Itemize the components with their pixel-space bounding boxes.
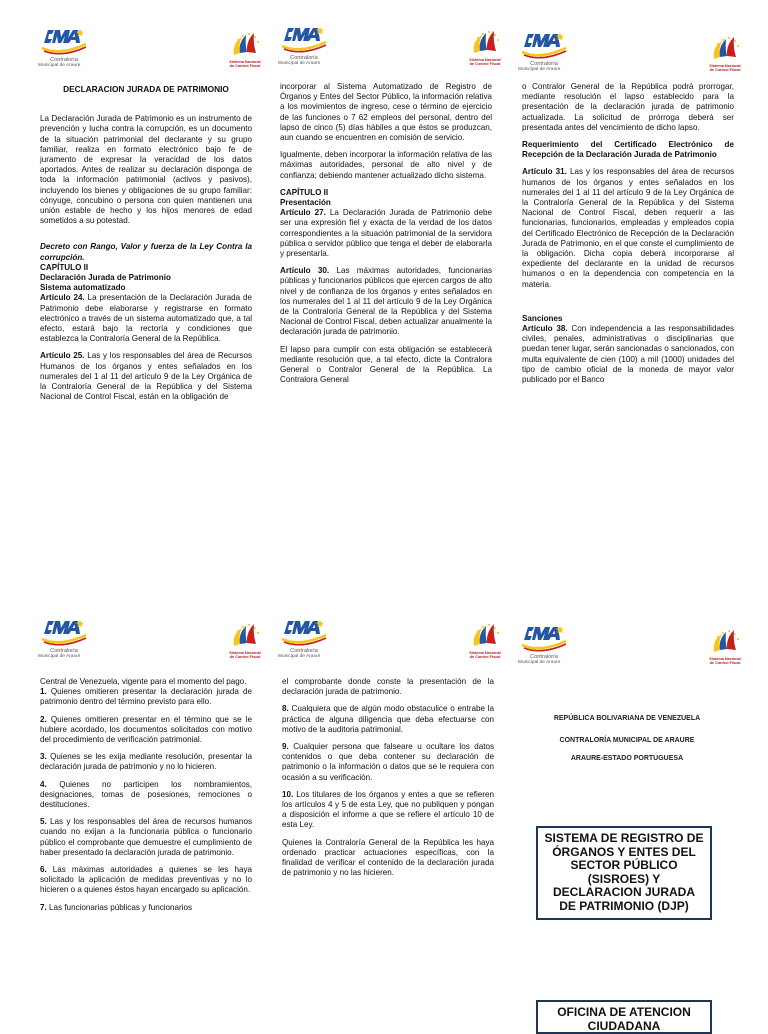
snc-logo: [468, 619, 502, 665]
cma-logo-icon: [520, 623, 568, 653]
intro-paragraph: La Declaración Jurada de Patrimonio es un instrumento de prevención y lucha contra la corrupción, es un documento de la situación patrimonial del declarante y su grupo familiar, realiza en formato electrónico bajo fe de juramento de expresar la veracidad de los datos aportados. Antes de realizar su declaración disponga de toda la información patrimonial (activos y pasivos), incluyendo los bienes y obligaciones de su grupo familiar: cónyuge, concubino o persona con quien mantienen una unión estable de hecho y los hijos menores de edad sometidos a su potestad.: [40, 114, 252, 226]
list-number: 1.: [40, 687, 47, 697]
paragraph: Igualmente, deben incorporar la información relativa de las máximas autoridades, personal de alto nivel y de confianza; debiendo mantener actualizado dicho sistema.: [280, 150, 492, 180]
cma-name: Contraloría: [290, 648, 318, 654]
cover-title-box: SISTEMA DE REGISTRO DE ÓRGANOS Y ENTES DEL SECTOR PÚBLICO (SISROES) Y DECLARACION JURADA DE PATRIMONIO (DJP): [536, 826, 712, 920]
list-number: 6.: [40, 865, 47, 875]
list-number: 2.: [40, 714, 47, 724]
list-item: [40, 780, 252, 811]
snc-line2: de Control Fiscal: [469, 62, 501, 67]
cma-name: Contraloría: [530, 654, 558, 660]
cma-logo-icon: [280, 24, 328, 54]
paragraph: Quienes la Contraloría General de la República les haya ordenado practicar actuaciones específicas, con la finalidad de verificar el contenido de la declaración jurada de patrimonio y no las hicieren.: [282, 837, 494, 878]
article-31: [522, 167, 734, 289]
cma-name: Contraloría: [50, 57, 78, 63]
snc-logo: [228, 619, 262, 665]
cma-logo: [280, 617, 360, 667]
snc-tricolor-logo-icon: [468, 26, 502, 58]
cma-sub: Municipal de Araure: [518, 660, 561, 666]
paragraph: o Contralor General de la República podrá prorrogar, mediante resolución el lapso establecido para la presentación de la declaración jurada de patrimonio actualizada. La solicitud de prórroga deberá ser presentada antes del vencimiento de dicho lapso.: [522, 82, 734, 132]
cma-name: Contraloría: [50, 648, 78, 654]
article-30: [280, 266, 492, 337]
cover-office-box: OFICINA DE ATENCION CIUDADANA: [536, 1000, 712, 1034]
article-31-label: Artículo 31.: [522, 167, 567, 177]
list-item: [40, 715, 252, 746]
snc-tricolor-logo-icon: [228, 619, 262, 651]
list-text: Las máximas autoridades a quienes se les haya solicitado la aplicación de medidas preventivas y no lo hicieren o a quienes éstos hayan encargado su aplicación.: [40, 865, 252, 895]
panel-col2: [280, 82, 492, 512]
snc-line1: Sistema Nacional: [469, 651, 501, 655]
list-text: Cualquier persona que falseare u ocultare los datos contenidos o que deba contener su declaración de patrimonio o la información o datos que se le requiera con ocasión a su verificación.: [282, 742, 494, 782]
list-text: Quienes omitieren presentar en el término que se le hubiere acordado, los documentos solicitados con motivo del procedimiento de verificación patrimonial.: [40, 714, 252, 745]
article-27-label: Artículo 27.: [280, 208, 326, 218]
list-text: Quienes no participen los nombramientos, designaciones, tomas de posesiones, remociones o destituciones.: [40, 779, 252, 810]
snc-line1: Sistema Nacional: [469, 58, 501, 62]
snc-line1: Sistema Nacional: [229, 651, 261, 655]
paragraph: El lapso para cumplir con esta obligación se establecerá mediante resolución que, a tal efecto, dicte la Contralora General o Contralor General de la República. La Contralora General: [280, 344, 492, 385]
cover-republic: REPÚBLICA BOLIVARIANA DE VENEZUELA: [553, 715, 701, 722]
page-title: DECLARACION JURADA DE PATRIMONIO: [63, 84, 229, 94]
sanctions-heading: Sanciones: [522, 313, 563, 323]
cma-sub: Municipal de Araure: [278, 654, 321, 660]
cover-contraloria: CONTRALORÍA MUNICIPAL DE ARAURE: [559, 737, 695, 744]
list-text: Las funcionarias públicas y funcionarios: [46, 902, 193, 912]
list-text: Los titulares de los órganos y entes a que se refieren los artículos 4 y 5 de esta Ley, que no publiquen y pongan a disposición el informe a que se refiere el artículo 10 de esta Ley.: [282, 789, 494, 830]
article-27: [280, 208, 492, 259]
cma-logo: [280, 24, 360, 74]
panel-col1: [40, 84, 252, 512]
snc-logo: [708, 625, 742, 671]
list-item: [282, 790, 494, 831]
article-30-label: Artículo 30.: [280, 266, 330, 276]
article-30-text: Las máximas autoridades, funcionarias públicas y funcionarios públicos que ejercen cargos de alto nivel y de confianza de los órganos y entes señalados en los numerales del 1 al 11 del artículo 9 de la Ley Orgánica de la Contraloría General de la República y del Sistema Nacional de Control Fiscal, deben actualizar anualmente la declaración jurada de patrimonio.: [280, 266, 492, 337]
header-bottom-middle: [280, 617, 510, 669]
section-heading: Sistema automatizado: [40, 283, 126, 293]
article-24: [40, 293, 252, 344]
list-text: Las y los responsables del área de recursos humanos cuando no exijan a la funcionaria pública o funcionario público el comprobante que demuestre el cumplimiento de haber presentado la declaración jurada de patrimonio.: [40, 817, 252, 857]
cma-sub: Municipal de Araure: [278, 61, 321, 67]
snc-line2: de Control Fiscal: [709, 661, 741, 666]
section-heading: Presentación: [280, 198, 331, 208]
article-27-text: La Declaración Jurada de Patrimonio debe ser una expresión fiel y exacta de la verdad de los datos correspondientes a la situación patrimonial de la servidora pública o servidor público que tenga el deber de elaborarla y presentarla.: [280, 208, 492, 259]
snc-line1: Sistema Nacional: [709, 64, 741, 68]
panel-col4: [40, 677, 252, 1024]
list-text: Quienes se les exija mediante resolución, presentar la declaración jurada de patrimonio y no lo hicieren.: [40, 752, 252, 772]
snc-line1: Sistema Nacional: [709, 657, 741, 661]
cma-sub: Municipal de Araure: [38, 63, 81, 69]
snc-line2: de Control Fiscal: [709, 68, 741, 73]
chapter-heading: CAPÍTULO II: [280, 187, 329, 197]
list-number: 9.: [282, 742, 289, 752]
snc-tricolor-logo-icon: [228, 28, 262, 60]
list-item: [282, 742, 494, 783]
paragraph: el comprobante donde conste la presentación de la declaración jurada de patrimonio.: [282, 677, 494, 697]
paragraph: Central de Venezuela, vigente para el momento del pago.: [40, 677, 247, 686]
cma-logo: [40, 26, 120, 76]
cma-logo-icon: [520, 30, 568, 60]
snc-tricolor-logo-icon: [708, 32, 742, 64]
snc-line1: Sistema Nacional: [229, 60, 261, 64]
cma-logo: [520, 623, 600, 673]
snc-tricolor-logo-icon: [708, 625, 742, 657]
cma-logo-icon: [40, 617, 88, 647]
list-number: 4.: [40, 779, 47, 789]
decree-title: Decreto con Rango, Valor y fuerza de la Ley Contra la corrupción.: [40, 242, 252, 262]
cma-name: Contraloría: [530, 61, 558, 67]
list-number: 8.: [282, 704, 289, 714]
list-number: 5.: [40, 817, 47, 827]
cma-sub: Municipal de Araure: [38, 654, 81, 660]
header-bottom-right: [520, 623, 750, 675]
snc-line2: de Control Fiscal: [229, 655, 261, 660]
header-top-left: [40, 26, 270, 78]
snc-line2: de Control Fiscal: [469, 655, 501, 660]
section-heading: Requerimiento del Certificado Electrónico de Recepción de la Declaración Jurada de Patrimonio: [522, 140, 734, 160]
snc-logo: [708, 32, 742, 78]
snc-line2: de Control Fiscal: [229, 64, 261, 69]
list-item: [40, 865, 252, 896]
article-24-text: La presentación de la Declaración Jurada de Patrimonio debe elaborarse y registrarse en formato electrónico a través de un sistema automatizado que, a tal efecto, estará bajo la rectoría y condiciones que establezca la Contraloría General de la República.: [40, 293, 252, 344]
list-text: Quienes omitieren presentar la declaración jurada de patrimonio dentro del término previsto para ello.: [40, 687, 252, 707]
list-number: 10.: [282, 789, 294, 799]
list-text: Cualquiera que de algún modo obstaculice o entrabe la práctica de alguna diligencia que deba efectuarse con motivo de la auditoria patrimonial.: [282, 704, 494, 734]
article-38: [522, 324, 734, 385]
header-top-right: [520, 30, 750, 82]
cma-sub: Municipal de Araure: [518, 67, 561, 73]
list-number: 3.: [40, 752, 47, 762]
list-number: 7.: [40, 902, 47, 912]
article-24-label: Artículo 24.: [40, 293, 85, 303]
cover-location: ARAURE-ESTADO PORTUGUESA: [570, 755, 684, 762]
article-25-label: Artículo 25.: [40, 351, 85, 361]
article-25: [40, 351, 252, 402]
chapter-name: Declaración Jurada de Patrimonio: [40, 273, 171, 283]
list-item: [40, 687, 252, 707]
article-38-text: Con independencia a las responsabilidades civiles, penales, administrativas o disciplinarias que puedan tener lugar, serán sancionadas o sancionados, con multa equivalente de cien (100) a mil (1000) unidades del tipo de cambio oficial de la moneda de mayor valor publicado por el Banco: [522, 324, 734, 385]
cma-logo: [40, 617, 120, 667]
chapter-heading: CAPÍTULO II: [40, 262, 89, 272]
panel-col3: [522, 82, 734, 510]
list-item: [40, 752, 252, 772]
article-25-text: Las y los responsables del área de Recursos Humanos de los órganos y entes señalados en los numerales del 1 al 11 del artículo 9 de la Ley Orgánica de la Contraloría General de la República y del Sistema Nacional de Control Fiscal, están en la obligación de: [40, 351, 253, 402]
cma-logo-icon: [280, 617, 328, 647]
cma-logo: [520, 30, 600, 80]
list-item: [40, 903, 252, 913]
list-item: [40, 817, 252, 858]
snc-logo: [228, 28, 262, 74]
article-31-text: Las y los responsables del área de recursos humanos de los órganos y entes señalados en los numerales del 1 al 11 del artículo 9 de la Ley Orgánica de la Contraloría General de la República y del Sistema Nacional de Control Fiscal, deben requerir a las funcionarias, funcionarios, empleadas y empleados copia del Certificado Electrónico de Recepción de la Declaración Jurada de Patrimonio, en el que conste el cumplimiento de la obligación. Dicha copia deberá incorporarse al expediente del declarante en la unidad de recursos humanos o en la dependencia con competencia en la materia.: [522, 167, 734, 289]
article-38-label: Artículo 38.: [522, 324, 568, 334]
list-item: [282, 704, 494, 735]
header-top-middle: [280, 24, 510, 76]
panel-col5: [282, 677, 494, 977]
snc-logo: [468, 26, 502, 72]
snc-tricolor-logo-icon: [468, 619, 502, 651]
cma-logo-icon: [40, 26, 88, 56]
header-bottom-left: [40, 617, 270, 669]
paragraph: incorporar al Sistema Automatizado de Registro de Órganos y Entes del Sector Público, la información relativa a los movimientos de ingreso, cese o término de ejercicio de las funciones o 7 62 empleos del personal, dentro del lapso de cinco (5) días hábiles a que éstos se produzcan, aun cuando se encuentren en comisión de servicio.: [280, 82, 492, 143]
cma-name: Contraloría: [290, 55, 318, 61]
